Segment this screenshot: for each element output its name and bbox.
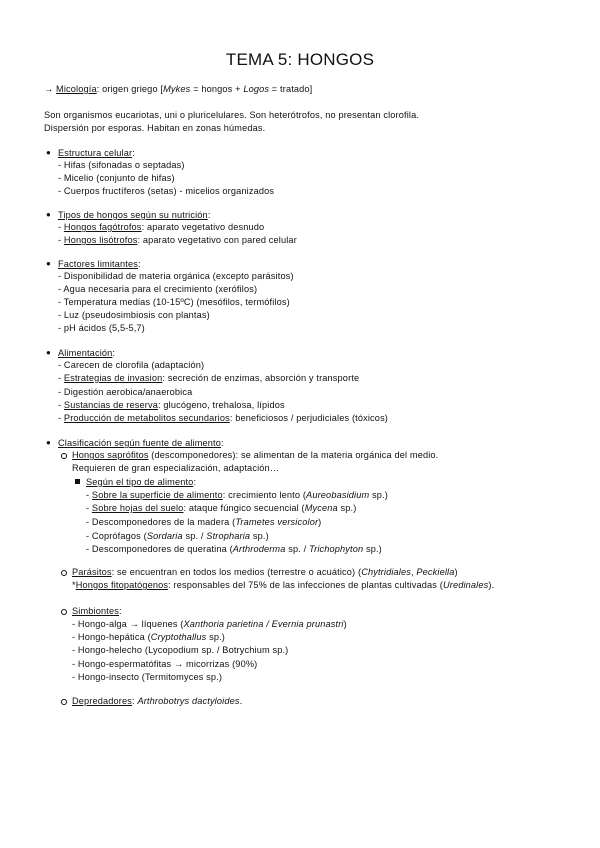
section-heading-tipos: Tipos de hongos según su nutrición: bbox=[58, 210, 211, 220]
list-item: - Hongo-insecto (Termitomyces sp.) bbox=[72, 672, 223, 682]
micologia-term: Micología bbox=[56, 84, 97, 94]
bullet-icon: ● bbox=[46, 148, 51, 157]
list-item: - Hongo-alga → líquenes (Xanthoria parietina / Evernia prunastri) bbox=[72, 619, 347, 629]
list-item: - Estrategias de invasion: secreción de enzimas, absorción y transporte bbox=[58, 373, 360, 383]
section-heading-estructura: Estructura celular: bbox=[58, 148, 135, 158]
bullet-icon: ● bbox=[46, 348, 51, 357]
list-item: - Hifas (sifonadas o septadas) bbox=[58, 160, 185, 170]
list-item: - Micelio (conjunto de hifas) bbox=[58, 173, 175, 183]
bullet-icon: ● bbox=[46, 259, 51, 268]
list-item: - Carecen de clorofila (adaptación) bbox=[58, 360, 205, 370]
saprofitos-line-2: Requieren de gran especialización, adaptación… bbox=[72, 463, 280, 473]
list-item: - Hongo-hepática (Cryptothallus sp.) bbox=[72, 632, 225, 642]
circle-bullet-icon bbox=[61, 570, 67, 576]
bullet-icon: ● bbox=[46, 210, 51, 219]
list-item: - Cuerpos fructíferos (setas) - micelios organizados bbox=[58, 186, 275, 196]
saprofitos-line-1: Hongos saprófitos (descomponedores): se alimentan de la materia orgánica del medio. bbox=[72, 450, 439, 460]
list-item: - Descomponedores de queratina (Arthroderma sp. / Trichophyton sp.) bbox=[86, 544, 382, 554]
list-item: - Sobre la superficie de alimento: crecimiento lento (Aureobasidium sp.) bbox=[86, 490, 388, 500]
list-item: - Hongo-espermatófitas → micorrizas (90%) bbox=[72, 659, 258, 669]
list-item: - Sobre hojas del suelo: ataque fúngico secuencial (Mycena sp.) bbox=[86, 503, 357, 513]
intro-line-2: Dispersión por esporas. Habitan en zonas húmedas. bbox=[44, 123, 266, 133]
list-item: - Sustancias de reserva: glucógeno, trehalosa, lípidos bbox=[58, 400, 285, 410]
list-item: - Hongos lisótrofos: aparato vegetativo con pared celular bbox=[58, 235, 297, 245]
list-item: - Luz (pseudosimbiosis con plantas) bbox=[58, 310, 210, 320]
circle-bullet-icon bbox=[61, 699, 67, 705]
section-heading-clasificacion: Clasificación según fuente de alimento: bbox=[58, 438, 224, 448]
list-item: - Temperatura medias (10-15ºC) (mesófilos, termófilos) bbox=[58, 297, 290, 307]
list-item: - Agua necesaria para el crecimiento (xerófilos) bbox=[58, 284, 258, 294]
list-item: - Hongos fagótrofos: aparato vegetativo desnudo bbox=[58, 222, 265, 232]
circle-bullet-icon bbox=[61, 609, 67, 615]
bullet-icon: ● bbox=[46, 438, 51, 447]
section-heading-factores: Factores limitantes: bbox=[58, 259, 141, 269]
list-item: - Producción de metabolitos secundarios: beneficiosos / perjudiciales (tóxicos) bbox=[58, 413, 389, 423]
micologia-line: → Micología: origen griego [Mykes = hongos + Logos = tratado] bbox=[44, 84, 313, 94]
page-title: TEMA 5: HONGOS bbox=[225, 50, 375, 69]
depredadores-line: Depredadores: Arthrobotrys dactyloides. bbox=[72, 696, 243, 706]
list-item: - Descomponedores de la madera (Trametes versicolor) bbox=[86, 517, 322, 527]
saprofitos-subheading: Según el tipo de alimento: bbox=[86, 477, 197, 487]
square-bullet-icon bbox=[75, 479, 80, 484]
list-item: - Digestión aerobica/anaerobica bbox=[58, 387, 193, 397]
list-item: - pH ácidos (5,5-5,7) bbox=[58, 323, 145, 333]
intro-line-1: Son organismos eucariotas, uni o pluricelulares. Son heterótrofos, no presentan clorofila. bbox=[44, 110, 420, 120]
circle-bullet-icon bbox=[61, 453, 67, 459]
simbiontes-heading: Simbiontes: bbox=[72, 606, 122, 616]
parasitos-line: Parásitos: se encuentran en todos los medios (terrestre o acuático) (Chytridiales, Peckiella) bbox=[72, 567, 458, 577]
list-item: - Coprófagos (Sordaria sp. / Stropharia sp.) bbox=[86, 531, 269, 541]
list-item: - Disponibilidad de materia orgánica (excepto parásitos) bbox=[58, 271, 294, 281]
section-heading-alimentacion: Alimentación: bbox=[58, 348, 116, 358]
fitopatogenos-line: *Hongos fitopatógenos: responsables del 75% de las infecciones de plantas cultivadas (Uredinales). bbox=[72, 580, 495, 590]
list-item: - Hongo-helecho (Lycopodium sp. / Botrychium sp.) bbox=[72, 645, 289, 655]
